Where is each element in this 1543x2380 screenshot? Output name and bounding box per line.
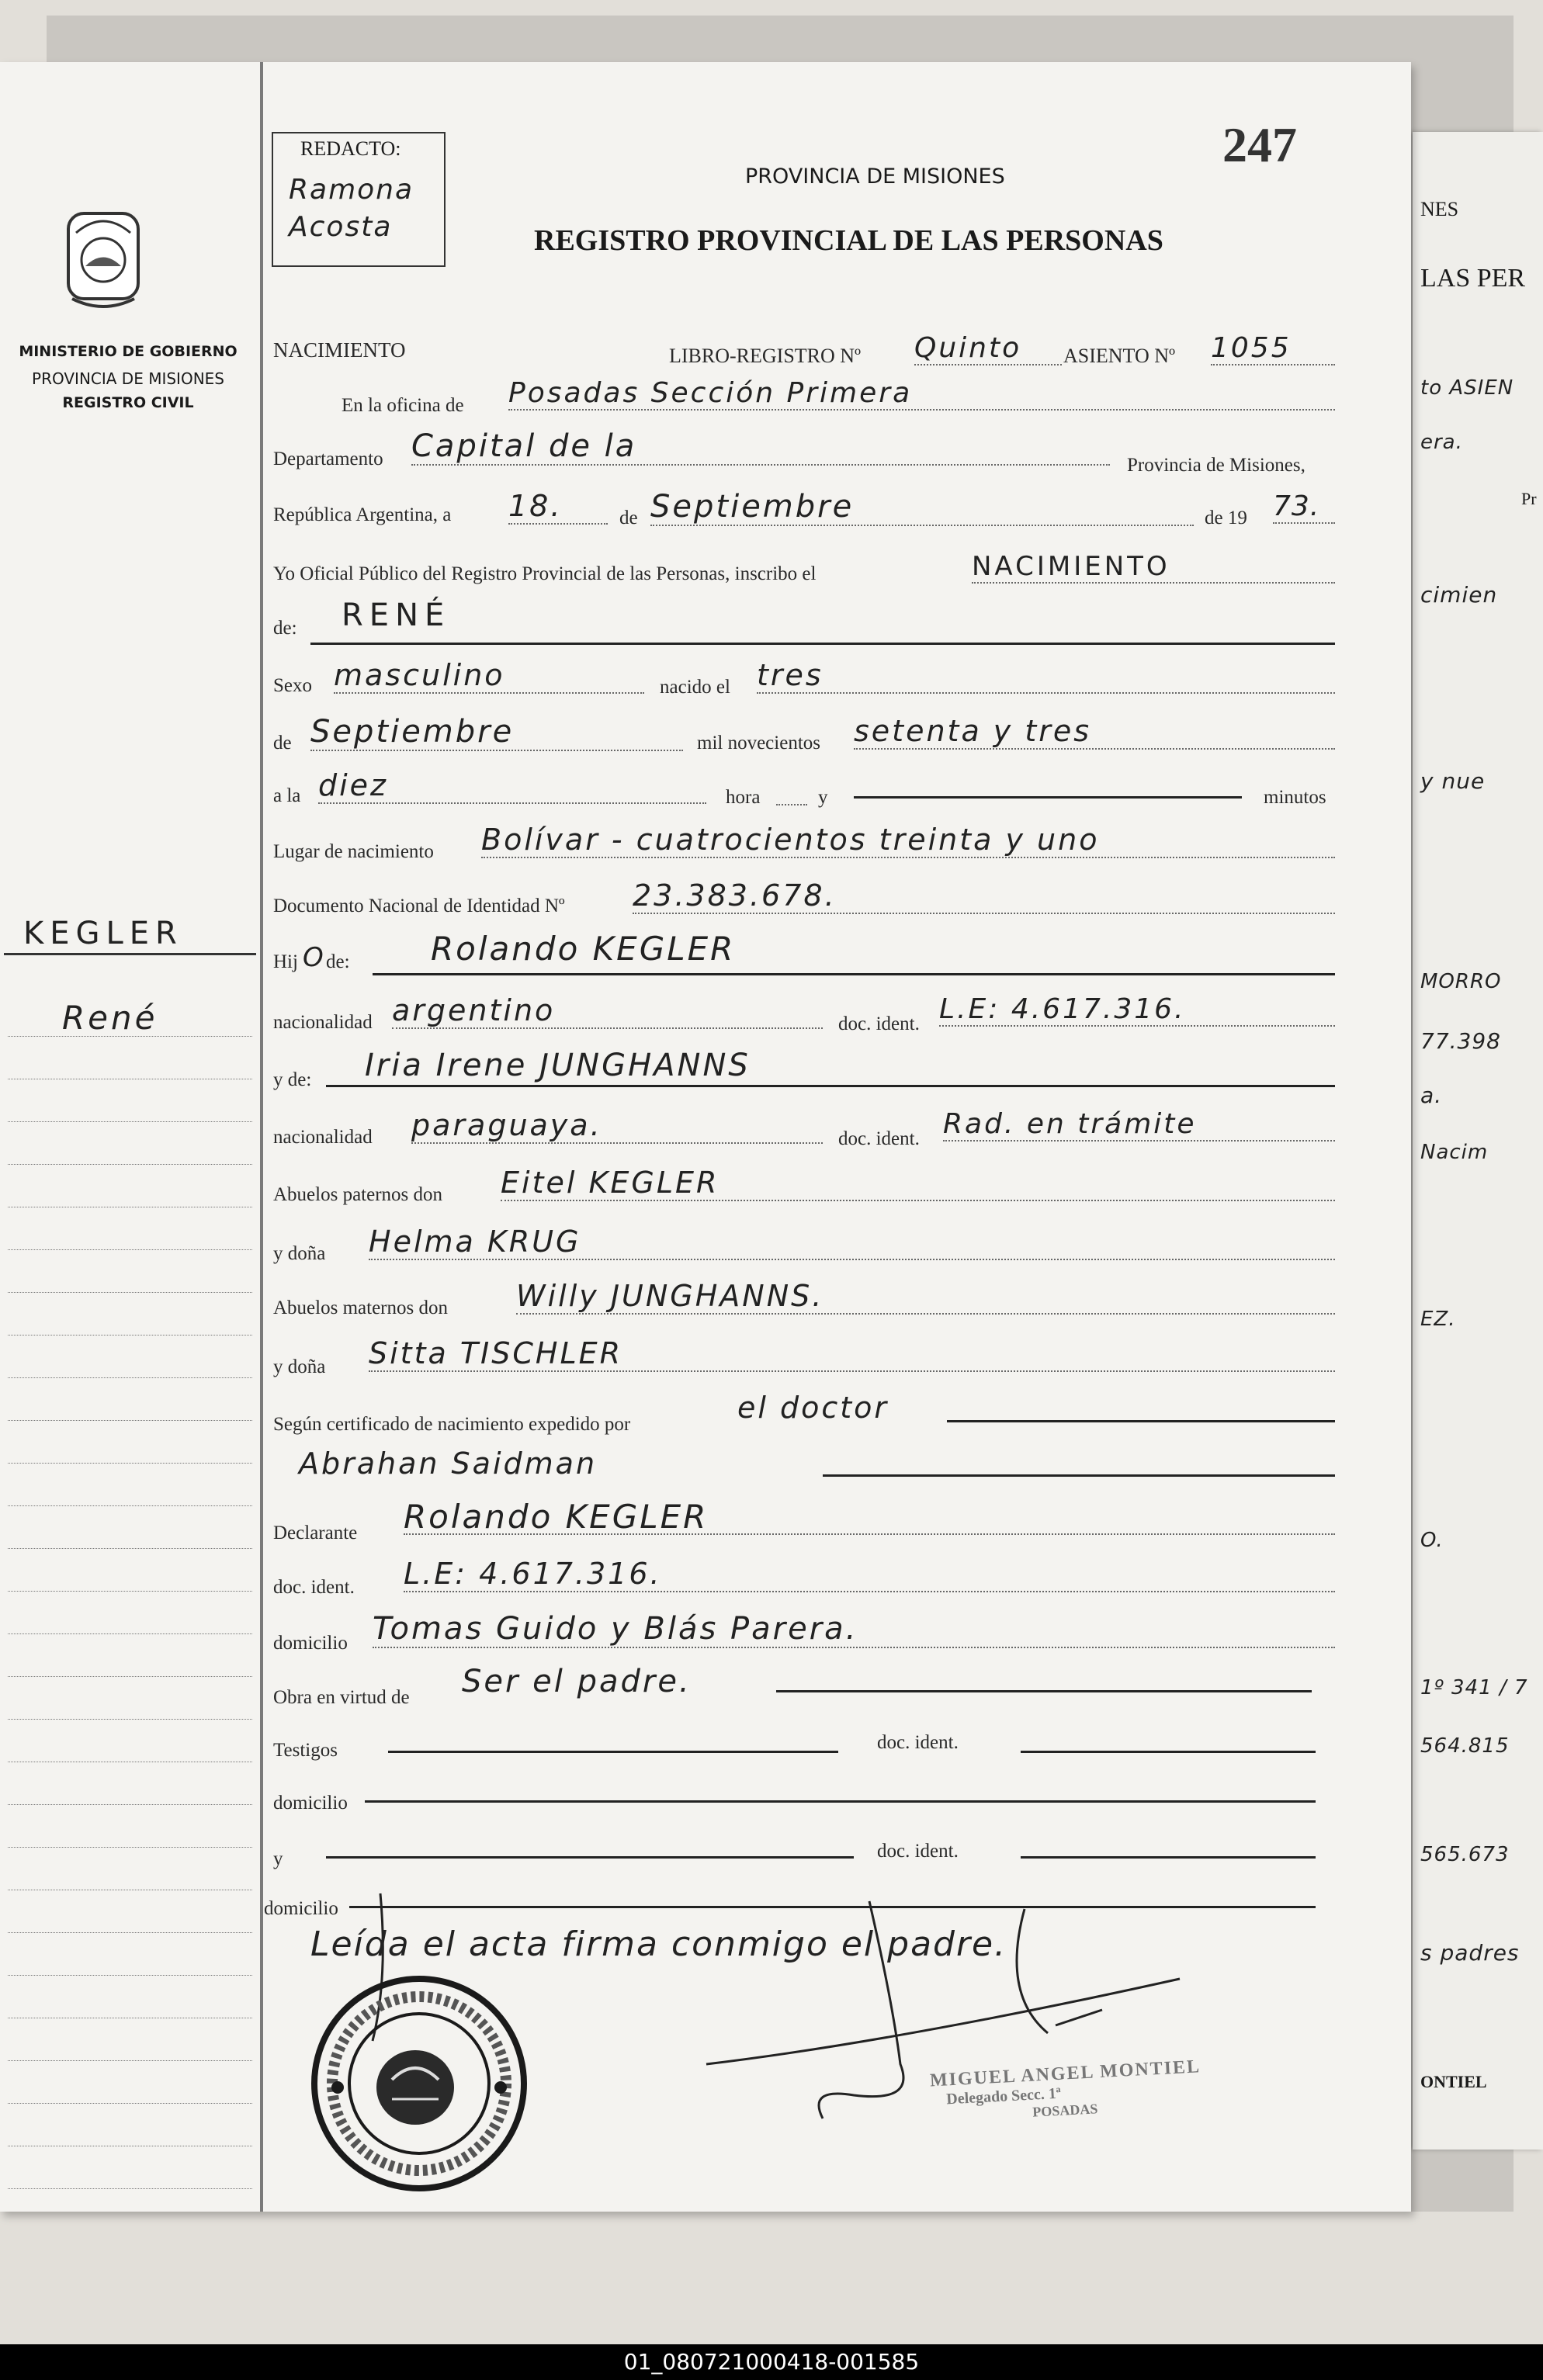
abuelo-pat-value: Eitel KEGLER	[501, 1166, 1335, 1201]
decl-doc-label: doc. ident.	[273, 1577, 355, 1598]
madre-value: Iria Irene JUNGHANNS	[365, 1048, 751, 1083]
nacionalidad-label: nacionalidad	[273, 1127, 373, 1148]
stamp-sub: Delegado Secc. 1ª	[945, 2084, 1062, 2108]
acto-value: NACIMIENTO	[972, 551, 1335, 584]
sexo-label: Sexo	[273, 675, 312, 696]
testigos-label: Testigos	[273, 1740, 338, 1761]
nacimiento-label: NACIMIENTO	[273, 338, 406, 362]
adjacent-text: MORRO	[1420, 970, 1502, 993]
abuela-mat-value: Sitta TISCHLER	[369, 1336, 1335, 1372]
hijo-de-label: de:	[326, 951, 350, 972]
declarante-dots	[404, 1533, 1335, 1535]
official-stamp	[929, 2055, 1243, 2157]
adjacent-text: s padres	[1420, 1940, 1520, 1966]
redacto-box	[272, 132, 446, 267]
year-value: 73.	[1273, 490, 1335, 524]
adjacent-text: LAS PER	[1420, 264, 1526, 293]
day-value: 18.	[508, 489, 608, 525]
hora-dots	[776, 804, 807, 805]
dni-label: Documento Nacional de Identidad Nº	[273, 896, 565, 916]
padre-underline	[373, 973, 1335, 975]
nacionalidad-label: nacionalidad	[273, 1012, 373, 1033]
madre-underline	[326, 1085, 1335, 1087]
file-caption: 01_080721000418-001585	[0, 2344, 1543, 2380]
madre-doc-value: Rad. en trámite	[943, 1108, 1335, 1141]
left-margin	[0, 62, 264, 2212]
testigo2-line	[326, 1856, 854, 1859]
adjacent-text: Nacim	[1420, 1141, 1489, 1164]
lugar-value: Bolívar - cuatrocientos treinta y uno	[481, 823, 1335, 858]
adjacent-text: EZ.	[1420, 1308, 1456, 1331]
folio-number: 247	[1222, 117, 1297, 172]
official-seal-icon	[307, 1971, 532, 2196]
domicilio-label: domicilio	[273, 1633, 348, 1654]
asiento-label: ASIENTO Nº	[1063, 345, 1176, 367]
adjacent-text: 1º 341 / 7	[1420, 1676, 1528, 1699]
adjacent-text: cimien	[1420, 582, 1498, 608]
hora-value: diez	[318, 768, 706, 804]
abuelos-mat-label: Abuelos maternos don	[273, 1297, 448, 1318]
adjacent-text: 565.673	[1420, 1843, 1510, 1866]
mes-nac-value: Septiembre	[310, 714, 683, 751]
de2-label: de	[273, 733, 292, 753]
certificado-value: el doctor	[737, 1391, 889, 1425]
stamp-city: POSADAS	[1032, 2101, 1098, 2120]
domicilio2-label: domicilio	[273, 1793, 348, 1814]
y2-label: y	[273, 1848, 283, 1869]
adjacent-text: y nue	[1420, 768, 1486, 794]
nombre-underline	[310, 643, 1335, 645]
obra-value: Ser el padre.	[462, 1664, 692, 1699]
y-dona-label: y doña	[273, 1356, 326, 1377]
nacido-label: nacido el	[660, 677, 730, 698]
hijo-label: Hij	[273, 951, 298, 972]
hora-label: hora	[726, 787, 761, 808]
margin-given-name: René	[62, 999, 158, 1037]
y-dona-label: y doña	[273, 1243, 326, 1264]
coat-of-arms-icon	[61, 206, 146, 314]
domicilio2-line	[365, 1800, 1316, 1803]
sexo-value: masculino	[334, 658, 644, 694]
testigo-line	[388, 1751, 838, 1753]
closing-statement: Leída el acta firma conmigo el padre.	[310, 1924, 1007, 1964]
domicilio3-label: domicilio	[264, 1898, 338, 1919]
provincia-label: Provincia de Misiones,	[1127, 455, 1305, 476]
adjacent-text: 77.398	[1420, 1028, 1501, 1054]
nombre-value: RENÉ	[342, 598, 451, 633]
a-la-label: a la	[273, 785, 301, 806]
ministry-label: MINISTERIO DE GOBIERNO	[19, 343, 238, 360]
domicilio-value: Tomas Guido y Blás Parera.	[373, 1611, 1335, 1648]
libro-value: Quinto	[914, 332, 1062, 365]
madre-nac-value: paraguaya.	[411, 1108, 823, 1144]
decl-doc-value: L.E: 4.617.316.	[404, 1557, 1335, 1592]
oficina-value: Posadas Sección Primera	[508, 377, 1335, 411]
oficina-label: En la oficina de	[342, 395, 464, 416]
dni-value: 23.383.678.	[633, 878, 1335, 914]
margin-rule-line	[4, 953, 256, 955]
doc-ident-label: doc. ident.	[838, 1128, 920, 1149]
redacto-label: REDACTO:	[300, 137, 401, 160]
province-title: PROVINCIA DE MISIONES	[745, 165, 1005, 189]
year-label: de 19	[1205, 508, 1247, 528]
registry-title: REGISTRO PROVINCIAL DE LAS PERSONAS	[534, 224, 1163, 257]
declarante-label: Declarante	[273, 1523, 358, 1543]
oficial-label: Yo Oficial Público del Registro Provincial de las Personas, inscribo el	[273, 563, 817, 584]
certificado-underline	[947, 1420, 1335, 1422]
de-label: de	[619, 508, 638, 528]
y-label: y	[818, 787, 828, 808]
lugar-label: Lugar de nacimiento	[273, 841, 434, 862]
obra-underline	[776, 1690, 1312, 1692]
province-label: PROVINCIA DE MISIONES	[32, 369, 224, 388]
doc-ident-label: doc. ident.	[838, 1013, 920, 1034]
departamento-label: Departamento	[273, 449, 383, 469]
abuelos-pat-label: Abuelos paternos don	[273, 1184, 443, 1205]
anio-nac-value: setenta y tres	[854, 714, 1335, 750]
minutos-blank	[854, 796, 1242, 799]
stamp-name: MIGUEL ANGEL MONTIEL	[929, 2056, 1201, 2091]
testigo-doc-label: doc. ident.	[877, 1732, 959, 1753]
adjacent-text: ONTIEL	[1420, 2072, 1487, 2091]
margin-surname: KEGLER	[23, 916, 183, 951]
adjacent-text: 564.815	[1420, 1734, 1510, 1758]
month-value: Septiembre	[650, 489, 1194, 526]
declarante-value: Rolando KEGLER	[404, 1498, 709, 1536]
medico-underline	[823, 1474, 1335, 1477]
padre-doc-value: L.E: 4.617.316.	[939, 993, 1335, 1027]
obra-label: Obra en virtud de	[273, 1687, 410, 1708]
adjacent-page	[1413, 132, 1543, 2150]
republica-label: República Argentina, a	[273, 504, 452, 525]
adjacent-text: Pr	[1521, 489, 1537, 508]
padre-nac-value: argentino	[392, 993, 823, 1029]
de-nombre-label: de:	[273, 618, 297, 639]
y-de-label: y de:	[273, 1069, 312, 1090]
certificado-label: Según certificado de nacimiento expedido por	[273, 1414, 631, 1435]
hijo-suffix: O	[303, 942, 324, 973]
testigo2-doc-label: doc. ident.	[877, 1841, 959, 1862]
abuelo-mat-value: Willy JUNGHANNS.	[516, 1279, 1335, 1315]
abuela-pat-value: Helma KRUG	[369, 1225, 1335, 1260]
departamento-value: Capital de la	[411, 428, 1110, 466]
minutos-label: minutos	[1264, 787, 1326, 808]
libro-label: LIBRO-REGISTRO Nº	[669, 345, 862, 367]
adjacent-text: to ASIEN	[1420, 376, 1514, 400]
asiento-value: 1055	[1211, 332, 1335, 365]
padre-value: Rolando KEGLER	[431, 930, 736, 968]
redacto-name-line1: Ramona	[289, 174, 414, 206]
adjacent-text: a.	[1420, 1083, 1443, 1108]
testigo2-doc-line	[1021, 1856, 1316, 1859]
nacido-value: tres	[757, 658, 1335, 694]
adjacent-text: NES	[1420, 198, 1459, 220]
mil-label: mil novecientos	[697, 733, 820, 753]
testigo-doc-line	[1021, 1751, 1316, 1753]
redacto-name-line2: Acosta	[289, 211, 393, 243]
medico-value: Abrahan Saidman	[299, 1446, 598, 1481]
registry-label: REGISTRO CIVIL	[62, 394, 194, 411]
adjacent-text: O.	[1420, 1529, 1444, 1552]
adjacent-text: era.	[1420, 431, 1463, 454]
